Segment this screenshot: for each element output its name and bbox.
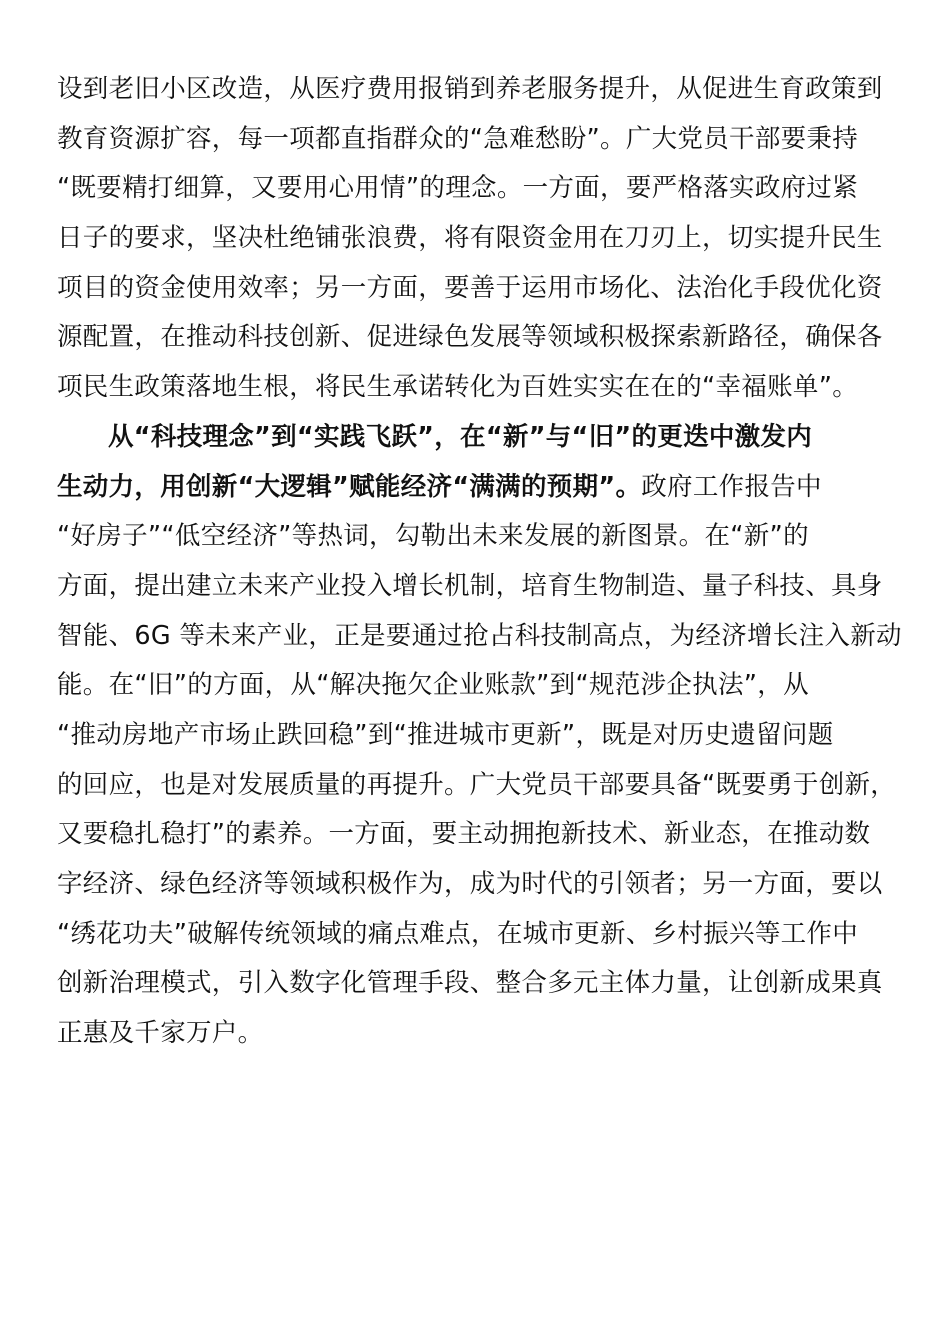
heading-line-continuation: 政府工作报告中 — [641, 471, 822, 502]
text-line: 创新治理模式，引入数字化管理手段、整合多元主体力量，让创新成果真 — [57, 968, 883, 999]
text-line: 的回应，也是对发展质量的再提升。广大党员干部要具备“既要勇于创新， — [57, 769, 897, 800]
text-line: 又要稳扎稳打”的素养。一方面，要主动拥抱新技术、新业态，在推动数 — [57, 819, 871, 850]
text-line: “好房子”“低空经济”等热词，勾勒出未来发展的新图景。在“新”的 — [57, 521, 809, 552]
text-line: 方面，提出建立未来产业投入增长机制，培育生物制造、量子科技、具身 — [57, 570, 883, 601]
text-line: 智能、6G 等未来产业，正是要通过抢占科技制高点，为经济增长注入新动 — [57, 620, 902, 651]
text-line: 教育资源扩容，每一项都直指群众的“急难愁盼”。广大党员干部要秉持 — [57, 123, 859, 154]
text-line: “绣花功夫”破解传统领域的痛点难点，在城市更新、乡村振兴等工作中 — [57, 918, 859, 949]
paragraph-2 — [57, 413, 902, 1059]
text-line: 项目的资金使用效率；另一方面，要善于运用市场化、法治化手段优化资 — [57, 272, 883, 303]
document-page — [57, 65, 902, 1059]
text-line: 源配置，在推动科技创新、促进绿色发展等领域积极探索新路径，确保各 — [57, 322, 883, 353]
text-line: “既要精打细算，又要用心用情”的理念。一方面，要严格落实政府过紧 — [57, 173, 859, 204]
text-line: 能。在“旧”的方面，从“解决拖欠企业账款”到“规范涉企执法”，从 — [57, 670, 809, 701]
text-line: 日子的要求，坚决杜绝铺张浪费，将有限资金用在刀刃上，切实提升民生 — [57, 223, 883, 254]
text-line: 字经济、绿色经济等领域积极作为，成为时代的引领者；另一方面，要以 — [57, 869, 883, 899]
text-line: 项民生政策落地生根，将民生承诺转化为百姓实实在在的“幸福账单”。 — [57, 372, 859, 403]
text-line: 设到老旧小区改造，从医疗费用报销到养老服务提升，从促进生育政策到 — [57, 74, 883, 104]
text-line — [57, 463, 887, 513]
bold-heading-line-1: 从“科技理念”到“实践飞跃”，在“新”与“旧”的更迭中激发内 — [108, 421, 813, 452]
paragraph-1 — [57, 65, 887, 413]
bold-heading-line-2: 生动力，用创新“大逻辑”赋能经济“满满的预期”。 — [57, 471, 642, 502]
text-line: 正惠及千家万户。 — [57, 1018, 264, 1049]
text-line: “推动房地产市场止跌回稳”到“推进城市更新”，既是对历史遗留问题 — [57, 719, 834, 750]
